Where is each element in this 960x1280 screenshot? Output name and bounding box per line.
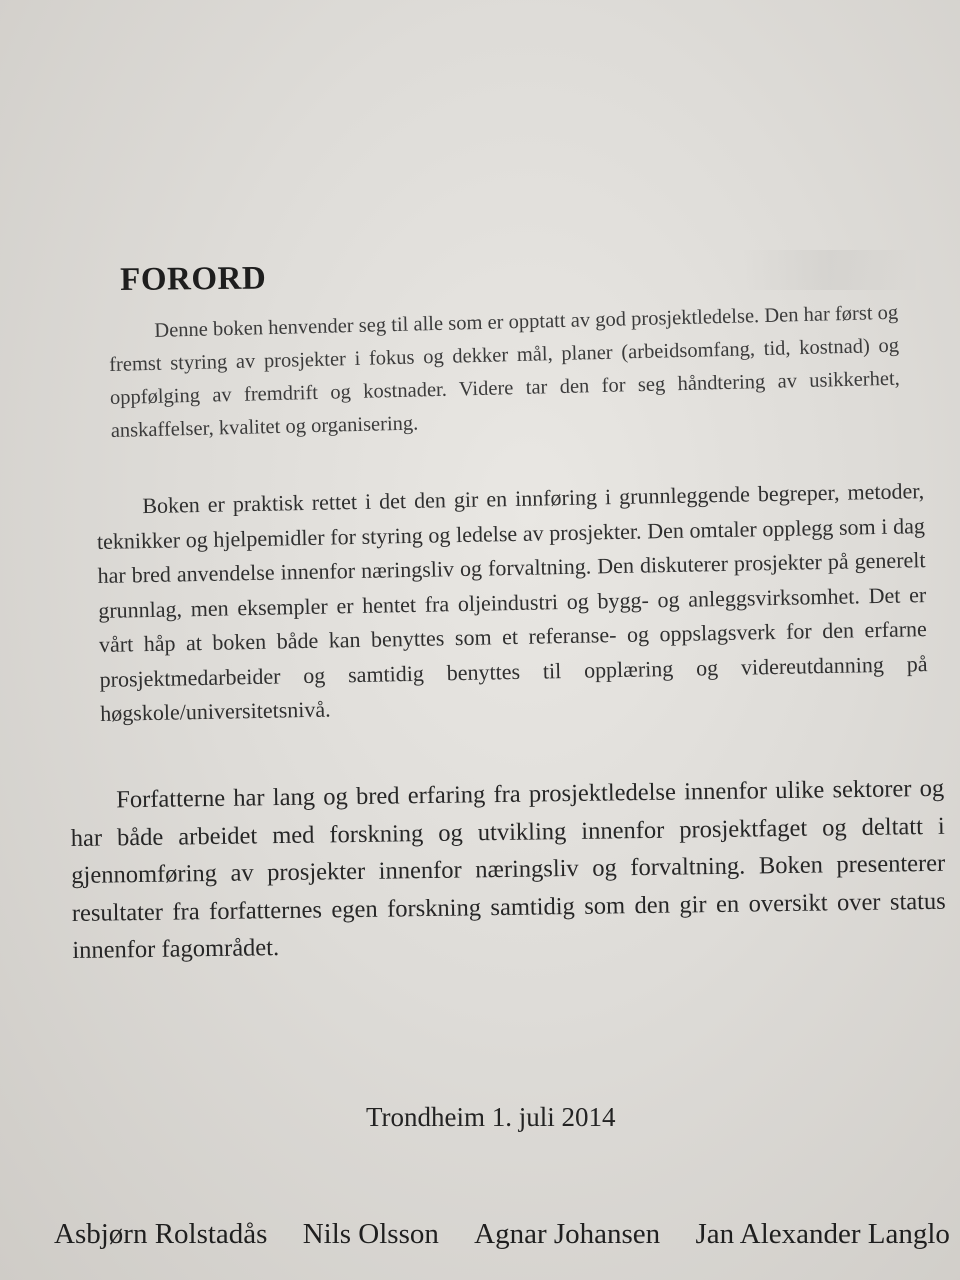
author-list [54,1218,960,1268]
author-name: Asbjørn Rolstadås [54,1218,268,1250]
author-name: Jan Alexander Langlo [695,1218,950,1250]
paragraph-1: Denne boken henvender seg til alle som er opptatt av god prosjektledelse. Den har først og fremst styring av prosjekter i fokus og dekker mål, planer (arbeidsomfang, tid, kostnad) og oppfølging av fremdrift og kostnader. Videre tar den for seg håndtering av usikkerhet, anskaffelser, kvalitet og organisering. [108,301,901,442]
bleed-through-shadow [740,250,920,290]
page-heading: FORORD [120,260,267,298]
place-and-date: Trondheim 1. juli 2014 [366,1102,616,1132]
paragraph-2: Boken er praktisk rettet i det den gir en innføring i grunnleggende begreper, metoder, teknikker og hjelpemidler for styring og ledelse av prosjekter. Den omtaler opplegg som i dag har bred anvendelse innenfor næringsliv og forvaltning. Den diskuterer prosjekter på generelt grunnlag, men eksempler er hentet fra oljeindustri og bygg- og anleggsvirksomhet. Det er vårt håp at boken både kan benyttes som et referanse- og oppslagsverk for den erfarne prosjektmedarbeider og samtidig benyttes til opplæring og videreutdanning på høgskole/universitetsnivå. [96,478,928,726]
paragraph-3: Forfatterne har lang og bred erfaring fra prosjektledelse innenfor ulike sektorer og har både arbeidet med forskning og utvikling innenfor prosjektfaget og deltatt i gjennomføring av prosjekter innenfor næringsliv og forvaltning. Boken presenterer resultater fra forfatternes egen forskning samtidig som den gir en oversikt over status innenfor fagområdet. [70,774,946,964]
author-name: Nils Olsson [302,1218,439,1250]
author-name: Agnar Johansen [474,1218,661,1250]
